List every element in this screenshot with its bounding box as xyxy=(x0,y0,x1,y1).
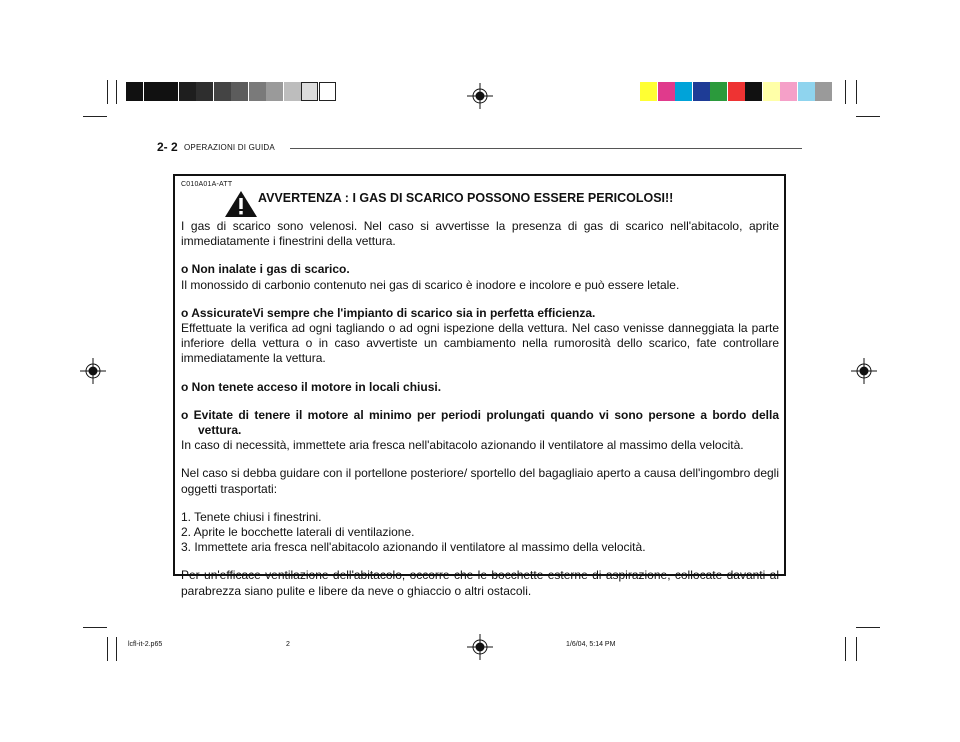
registration-mark-icon xyxy=(80,358,106,384)
warning-code: C010A01A-ATT xyxy=(181,181,233,188)
color-swatch xyxy=(214,82,231,101)
point-heading: o Evitate di tenere il motore al minimo per periodi prolungati quando vi sono persone a bordo della vettura. xyxy=(181,407,779,438)
registration-mark-icon xyxy=(851,358,877,384)
color-swatch xyxy=(798,82,815,101)
list-item: 3. Immettete aria fresca nell'abitacolo azionando il ventilatore al massimo della velocità. xyxy=(181,540,646,555)
footer-page: 2 xyxy=(286,641,290,648)
point-text: In caso di necessità, immettete aria fresca nell'abitacolo azionando il ventilatore al massimo della velocità. xyxy=(181,438,744,453)
color-swatch xyxy=(231,82,248,101)
warning-body xyxy=(181,219,779,612)
point-text: Il monossido di carbonio contenuto nei gas di scarico è inodore e incolore e può essere letale. xyxy=(181,277,680,292)
tailgate-paragraph: Nel caso si debba guidare con il portellone posteriore/ sportello del bagagliaio aperto a causa dell'ingombro degli oggetti trasportati: xyxy=(181,466,780,496)
warning-title: AVVERTENZA : I GAS DI SCARICO POSSONO ESSERE PERICOLOSI!! xyxy=(258,191,674,205)
color-swatch xyxy=(710,82,727,101)
color-swatch xyxy=(301,82,318,101)
color-swatch xyxy=(196,82,213,101)
point-text: Effettuate la verifica ad ogni tagliando o ad ogni ispezione della vettura. Nel caso venisse danneggiata la parte inferiore della vettura o in caso avvertiste un cambiamento nella rumorosità dello scarico, fate controllare immediatamente la vettura. xyxy=(181,321,779,366)
point-heading: o Non tenete acceso il motore in locali chiusi. xyxy=(181,379,442,394)
point-heading: o Non inalate i gas di scarico. xyxy=(181,262,350,277)
color-swatch xyxy=(640,82,657,101)
color-swatch xyxy=(675,82,692,101)
color-swatch xyxy=(745,82,762,101)
closing-paragraph: Per un'efficace ventilazione dell'abitacolo, occorre che le bocchette esterne di aspirazione, collocate davanti al parabrezza siano pulite e libere da neve o ghiaccio o altri ostacoli. xyxy=(181,568,779,598)
color-swatch xyxy=(144,82,161,101)
point-heading: o AssicurateVi sempre che l'impianto di scarico sia in perfetta efficienza. xyxy=(181,305,596,320)
color-swatch xyxy=(284,82,301,101)
registration-mark-icon xyxy=(467,83,493,109)
color-swatch xyxy=(266,82,283,101)
color-swatch xyxy=(179,82,196,101)
footer-filename: lcfl-it-2.p65 xyxy=(128,641,163,648)
color-swatch xyxy=(249,82,266,101)
page-number: 2- 2 xyxy=(157,140,178,154)
footer-timestamp: 1/6/04, 5:14 PM xyxy=(566,641,616,648)
color-swatch xyxy=(815,82,832,101)
header-rule xyxy=(290,148,802,149)
warning-triangle-icon xyxy=(224,190,258,218)
color-swatch xyxy=(728,82,745,101)
color-swatch xyxy=(126,82,143,101)
list-item: 2. Aprite le bocchette laterali di ventilazione. xyxy=(181,525,415,540)
color-swatch xyxy=(319,82,336,101)
list-item: 1. Tenete chiusi i finestrini. xyxy=(181,509,322,524)
section-title: OPERAZIONI DI GUIDA xyxy=(184,143,275,152)
color-swatch xyxy=(780,82,797,101)
intro-paragraph: I gas di scarico sono velenosi. Nel caso si avvertisse la presenza di gas di scarico nell'abitacolo, aprite immediatamente i finestrini della vettura. xyxy=(181,219,779,249)
color-swatch xyxy=(763,82,780,101)
color-swatch xyxy=(693,82,710,101)
color-swatch xyxy=(658,82,675,101)
color-swatch xyxy=(161,82,178,101)
registration-mark-icon xyxy=(467,634,493,660)
